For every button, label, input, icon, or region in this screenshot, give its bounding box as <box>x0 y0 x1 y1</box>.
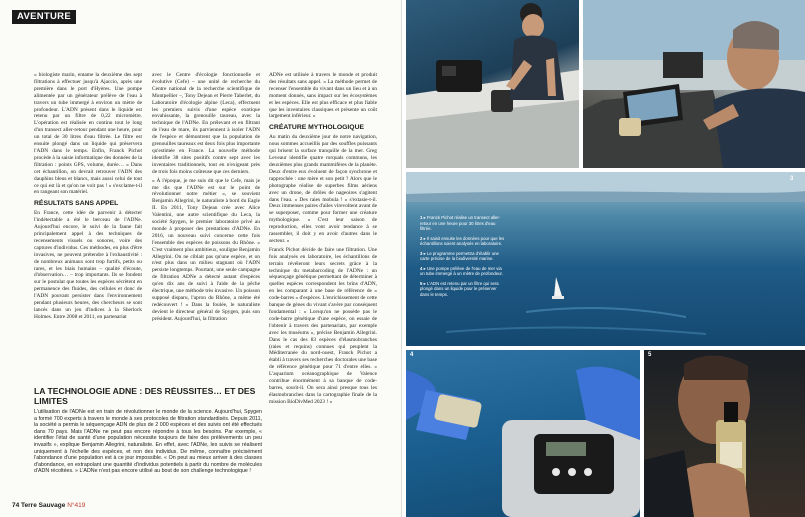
paragraph: « biologiste marin, entame la deuxième des sept filtrations à effectuer jusqu'à Ajaccio, après une première dans le port d'Hyères. Une pompe alimentée par un générateur prélève de l'eau à travers un tube immergé à environ un mètre de profondeur. L'ADN présent dans le liquide est retenu par un filtre de 0,22 micromètre. L'opération est réalisée en continu tout le long d'un transect aller-retour pendant une heure, pour un total de 30 litres d'eau filtrée. Le filtre est ensuite plongé dans un liquide qui préservera l'ADN dans le temps. Enfin, Franck Pichot procède à la saisie informatique des données de la filtration : points GPS, volume, durée… « Dans cet échantillon, on devrait retrouver l'ADN des dauphins bleus et blancs, mais aussi celui de tout ce qui est là et qu'on ne voit pas ! » s'exclame-t-il en rangeant son matériel. <box>34 72 142 196</box>
paragraph: Au matin du deuxième jour de notre navigation, nous sommes accueillis par des souffles puissants qui brisent la surface tranquille de la mer. Greg Leveaur identifie quatre rorquals communs, les deuxièmes plus grands mammifères de la planète. Deux d'entre eux évoluent de façon synchrone et rapprochée : une mère et son petit ? Alors que le photographe réalise de superbes films aériens avec un drone, de drôles de nageoires s'agitent dans l'eau. « Des raies mobula ! » s'extasie-t-il. Deux immenses paires d'ailes virevoltent avant de se superposer, comme pour former une créature mythologique. « C'est leur saison de reproduction, elles vont avoir tendance à se rassembler, il doit y en avoir d'autres dans le secteur. » <box>269 134 377 244</box>
column-3 <box>269 72 377 512</box>
column-2 <box>152 72 260 392</box>
paragraph: En France, cette idée de parvenir à détecter l'indétectable a été le berceau de l'ADNe. Aujourd'hui encore, le suivi de la faune fait principalement appel à des techniques de recensements visuels ou sonores, voire des captures d'individus. Ces méthodes, en plus d'être invasives, ne peuvent prétendre à l'exhaustivité : de nombreux animaux sont trop furtifs, petits ou rares, et les biais humains – qualité d'écoute, d'observation… – trop importants. Ils se fondent sur le postulat que toutes les espèces sécrètent en permanence des fluides, des cellules et donc de l'ADN pouvant persister dans l'environnement pendant plusieurs heures, des chercheurs se sont lancés dans un jeu d'indices à la Sherlock Holmes. Entre 2008 et 2011, en partenariat <box>34 210 142 320</box>
folio <box>12 502 85 509</box>
caption: 4 ▸ Une pompe prélève de l'eau de mer via un tube immergé à un mètre de profondeur. <box>420 265 503 276</box>
box-title: LA TECHNOLOGIE ADNE : DES RÉUSSITES… ET DES LIMITES <box>34 387 256 406</box>
left-page <box>0 0 402 517</box>
photo-instrument <box>406 350 640 517</box>
photo-number: 3 <box>790 176 794 182</box>
column-1 <box>34 72 142 392</box>
paragraph: ADNe est utilisée à travers le monde et produit des résultats sans appel. « La méthode permet de recenser l'ensemble du vivant dans un lieu et à un moment donnés, sans impact sur les écosystèmes et les espèces. Elle est plus efficace et plus fiable que les inventaires classiques et présente un coût largement inférieur. » <box>269 72 377 120</box>
caption: 3 ▸ Le programme permettra d'établir une carte précise de la biodiversité marine. <box>420 250 499 261</box>
photo-vial <box>644 350 805 517</box>
laptop-scene-image <box>583 0 805 168</box>
page-number: 74 <box>12 502 20 509</box>
issue-number: N°419 <box>67 502 86 509</box>
photo-number: 5 <box>648 352 652 358</box>
photo-number: 4 <box>410 352 414 358</box>
photo-filtration-boat <box>406 0 579 168</box>
vial-image <box>644 350 805 517</box>
caption: 2 ▸ Il saisit ensuite les données pour que les échantillons soient analysés en laboratoire. <box>420 235 505 246</box>
caption-list <box>420 215 506 301</box>
box-body: L'utilisation de l'ADNe est en train de révolutionner le monde de la science. Aujourd'hui, Spygen a formé 700 experts à travers le monde à ses protocoles de filtration standardisés. Depuis 2011, la société a permis le séquençage ADN de plus de 2 000 espèces et des suivis ont été effectués dans 70 pays. Mais l'ADNe ne peut pas encore répondre à tous les besoins. Par exemple, « identifier l'état de santé d'une population nécessite toujours de faire des prélèvements un peu invasifs », explique Benjamin Allegrini, naturaliste. En effet, avec l'ADNe, les suivis se réalisent uniquement à l'échelle des espèces, et non des individus. De même, connaître précisément l'abondance d'une population est à ce jour impossible. « On peut au mieux arriver à des classes d'abondance, en extrapolant une quantité d'individus potentiels à partir du nombre de molécules d'ADN récoltées. » L'ADNe n'est pas encore utilisé au bout de son challenge technologique ! <box>34 409 262 475</box>
boat-scene-image <box>406 0 579 168</box>
paragraph: « À l'époque, je me suis dit que le Cefe, mais je me dis que l'ADNe est sur le point de révolutionner notre métier », se souvient Benjamin Allegrini, le naturaliste à bord du Eagle II. En 2011, Tony Dejean crée avec Alice Valentini, une autre scientifique du Leca, la société Spygen, le premier laboratoire privé au monde à proposer des prestations d'ADNe. En 2016, un nouveau suivi concerne cette fois l'ensemble des espèces de poissons du Rhône. « C'est vraiment plus ambitieux, souligne Benjamin Allegrini. On ne ciblait pas qu'une espèce, et on n'est plus dans un milieu stagnant où l'ADN persiste longtemps. Pourtant, une seule campagne de filtration ADNe a détecté autant d'espèces qu'en dix ans de suivi à l'aide de la pêche électrique, une méthode très invasive. Un poisson supposé disparu, l'apron du Rhône, a même été redécouvert ! » Dans la foulée, le naturaliste devient le directeur général de Spygen, puis son président. Aujourd'hui, la filtration <box>152 177 260 322</box>
caption: 1 ▸ Franck Pichot réalise un transect aller-retour en une heure pour 30 litres d'eau filtrée. <box>420 215 501 231</box>
right-page <box>402 0 805 517</box>
photo-data-entry <box>583 0 805 168</box>
instrument-image <box>406 350 640 517</box>
section-tag: AVENTURE <box>12 10 76 24</box>
caption: 5 ▸ L'ADN est retenu par un filtre qui sera plongé dans un liquide pour le préserver dans le temps. <box>420 280 499 297</box>
sidebar-box <box>34 387 262 497</box>
magazine-name: Terre Sauvage <box>21 502 66 509</box>
paragraph: avec le Centre d'écologie fonctionnelle et évolutive (Cefe) – une unité de recherche du Centre national de la recherche scientifique de Montpellier –, Tony Dejean et Pierre Taberlet, du Laboratoire d'écologie alpine (Leca), effectuent les premiers suivis d'une espèce exotique envahissante, la grenouille taureau, avec la technique de l'ADNe. En prélevant et en filtrant de l'eau de mare, ils parviennent à isoler l'ADN de l'espèce et démontrent que la population de grenouilles taureaux est deux fois plus importante qu'estimée en France. La nouvelle méthode identifie 38 sites positifs contre sept avec les inventaires traditionnels, tout en n'exigeant près de trois fois moins coûteuse que ces derniers. <box>152 72 260 175</box>
paragraph: Franck Pichot décide de faire une filtration. Une fois analysés en laboratoire, les échantillons de terrain révéleront leurs secrets grâce à la technique du metabarcoding de l'ADNe : un séquençage génétique permettant de déterminer à quelles espèces correspondent les brins d'ADN, en les comparant à une base de référence de « code-barres » d'espèces. L'enrichissement de cette banque de gènes du vivant s'avère par conséquent fondamental : « Lorsqu'on ne possède pas le code-barre génétique d'une espèce, on essaie de l'obtenir à travers des partenariats, par exemple avec les muséums », précise Benjamin Allegrini. Dans le cas des 83 espèces d'élasmobranches (raies et requins) connues qui peuplent la Méditerranée du nord-ouest, Franck Pichot a établi à travers ses recherches doctorales une base de référence génétique pour 71 d'entre elles. « L'aquarium océanographique de Valence contribue énormément à sa banque de code-barres, sourit-il. On sera ainsi presque tous les élasmobranches dans la cartographie finale de la mission BioDivMed 2023 ! » <box>269 246 377 405</box>
subheading-creature: CRÉATURE MYTHOLOGIQUE <box>269 124 365 132</box>
subheading-resultats: RÉSULTATS SANS APPEL <box>34 200 119 208</box>
